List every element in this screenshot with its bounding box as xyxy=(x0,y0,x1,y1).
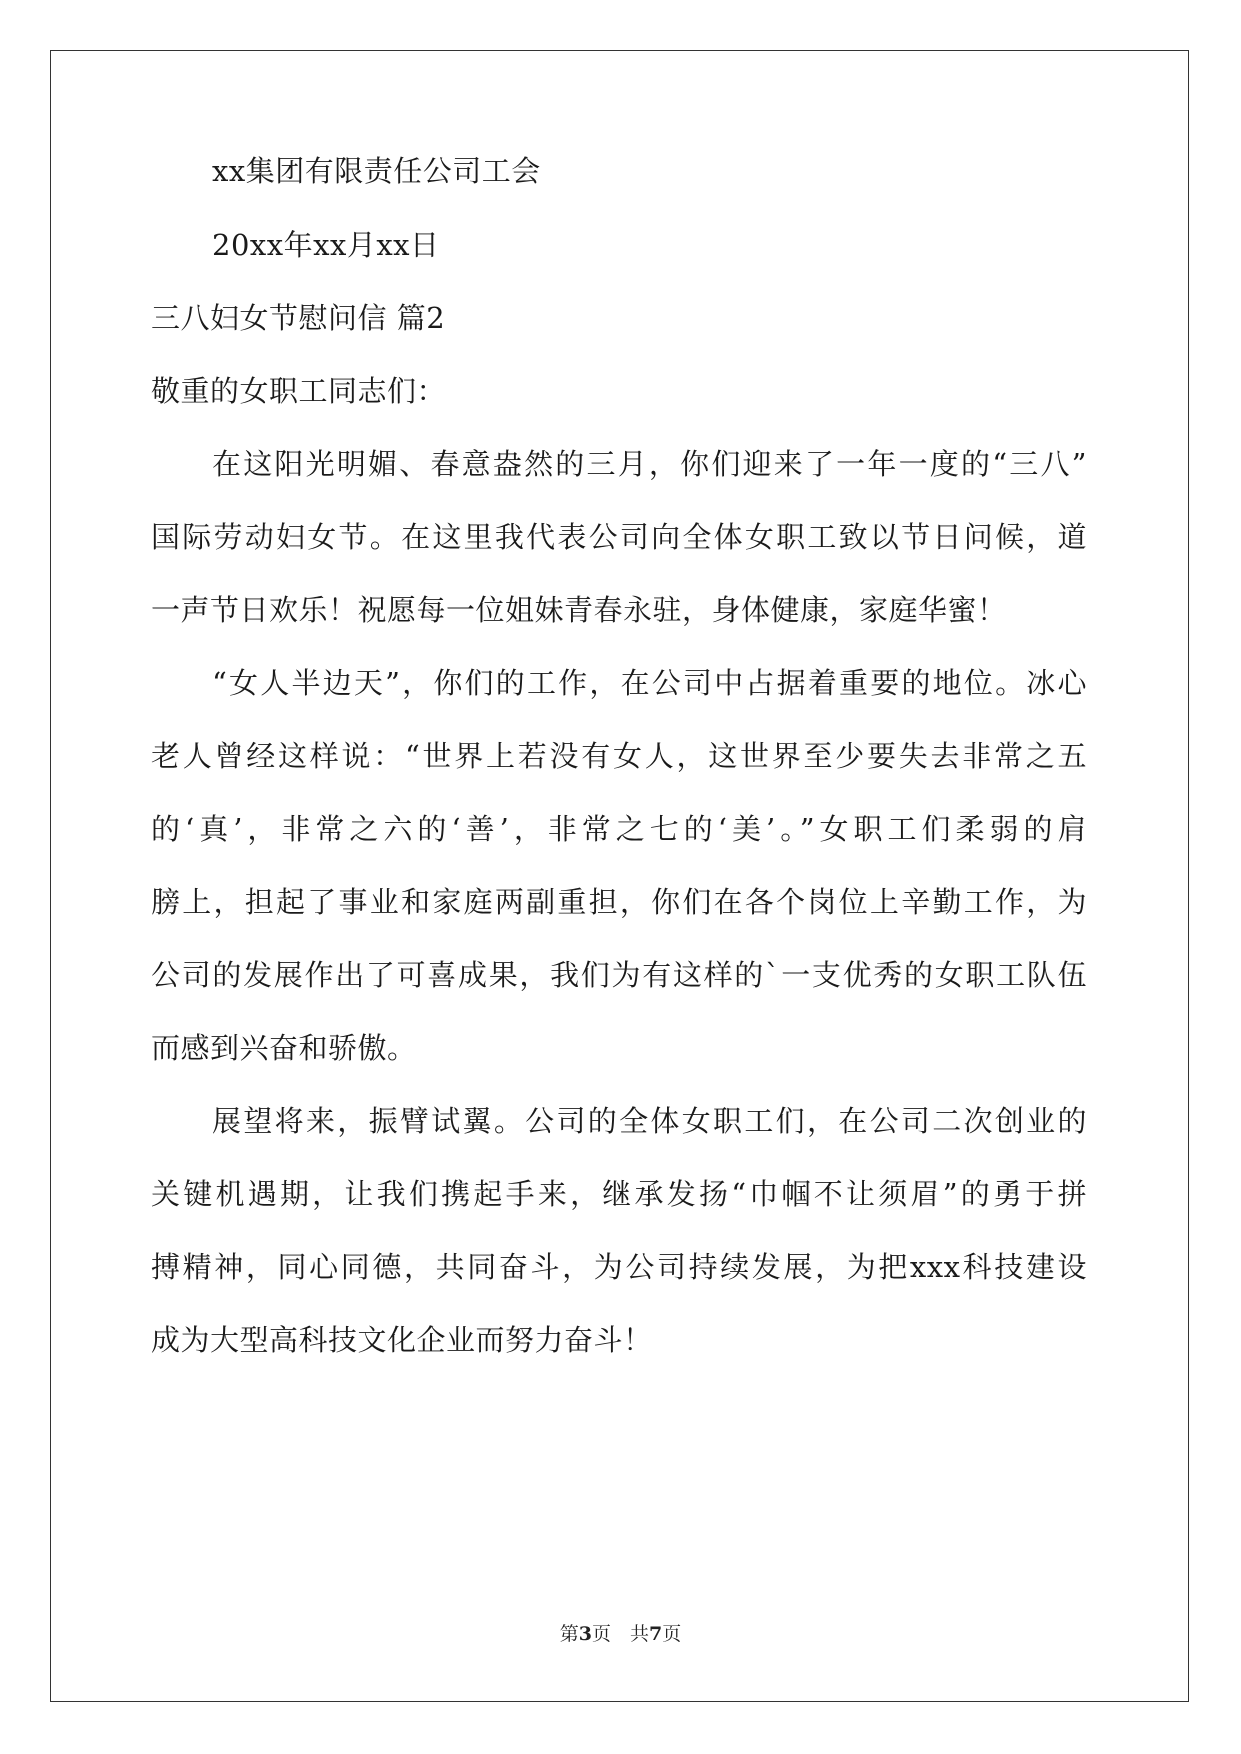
salutation: 敬重的女职工同志们： xyxy=(151,374,447,408)
footer-prefix: 第 xyxy=(559,1623,579,1645)
footer-current-page: 3 xyxy=(578,1623,592,1645)
paragraph-3-line-4: 成为大型高科技文化企业而努力奋斗！ xyxy=(151,1323,653,1357)
paragraph-2-line-6: 而感到兴奋和骄傲。 xyxy=(151,1031,417,1065)
section-title: 三八妇女节慰问信 篇2 xyxy=(151,301,446,335)
signature-date: 20xx年xx月xx日 xyxy=(212,228,440,262)
footer-suffix: 页 xyxy=(662,1623,682,1645)
footer-mid: 页 共 xyxy=(591,1623,649,1645)
paragraph-1-line-2: 国际劳动妇女节。在这里我代表公司向全体女职工致以节日问候，道 xyxy=(151,520,1087,554)
paragraph-2-line-4: 膀上，担起了事业和家庭两副重担，你们在各个岗位上辛勤工作，为 xyxy=(151,885,1087,919)
paragraph-2-line-3: 的‘真’，非常之六的‘善’，非常之七的‘美’。”女职工们柔弱的肩 xyxy=(151,812,1087,846)
paragraph-3-line-1: 展望将来，振臂试翼。公司的全体女职工们，在公司二次创业的 xyxy=(212,1104,1087,1138)
signature-org: xx集团有限责任公司工会 xyxy=(212,154,541,188)
footer-total-pages: 7 xyxy=(649,1623,663,1645)
paragraph-2-line-1: “女人半边天”，你们的工作，在公司中占据着重要的地位。冰心 xyxy=(212,666,1087,700)
page-number-footer xyxy=(0,1622,1241,1646)
paragraph-3-line-3: 搏精神，同心同德，共同奋斗，为公司持续发展，为把xxx科技建设 xyxy=(151,1250,1087,1284)
paragraph-1-line-1: 在这阳光明媚、春意盎然的三月，你们迎来了一年一度的“三八” xyxy=(212,447,1087,481)
paragraph-2-line-2: 老人曾经这样说：“世界上若没有女人，这世界至少要失去非常之五 xyxy=(151,739,1087,773)
paragraph-2-line-5: 公司的发展作出了可喜成果，我们为有这样的`一支优秀的女职工队伍 xyxy=(151,958,1087,992)
paragraph-1-line-3: 一声节日欢乐！祝愿每一位姐妹青春永驻，身体健康，家庭华蜜！ xyxy=(151,593,1007,627)
paragraph-3-line-2: 关键机遇期，让我们携起手来，继承发扬“巾帼不让须眉”的勇于拼 xyxy=(151,1177,1087,1211)
